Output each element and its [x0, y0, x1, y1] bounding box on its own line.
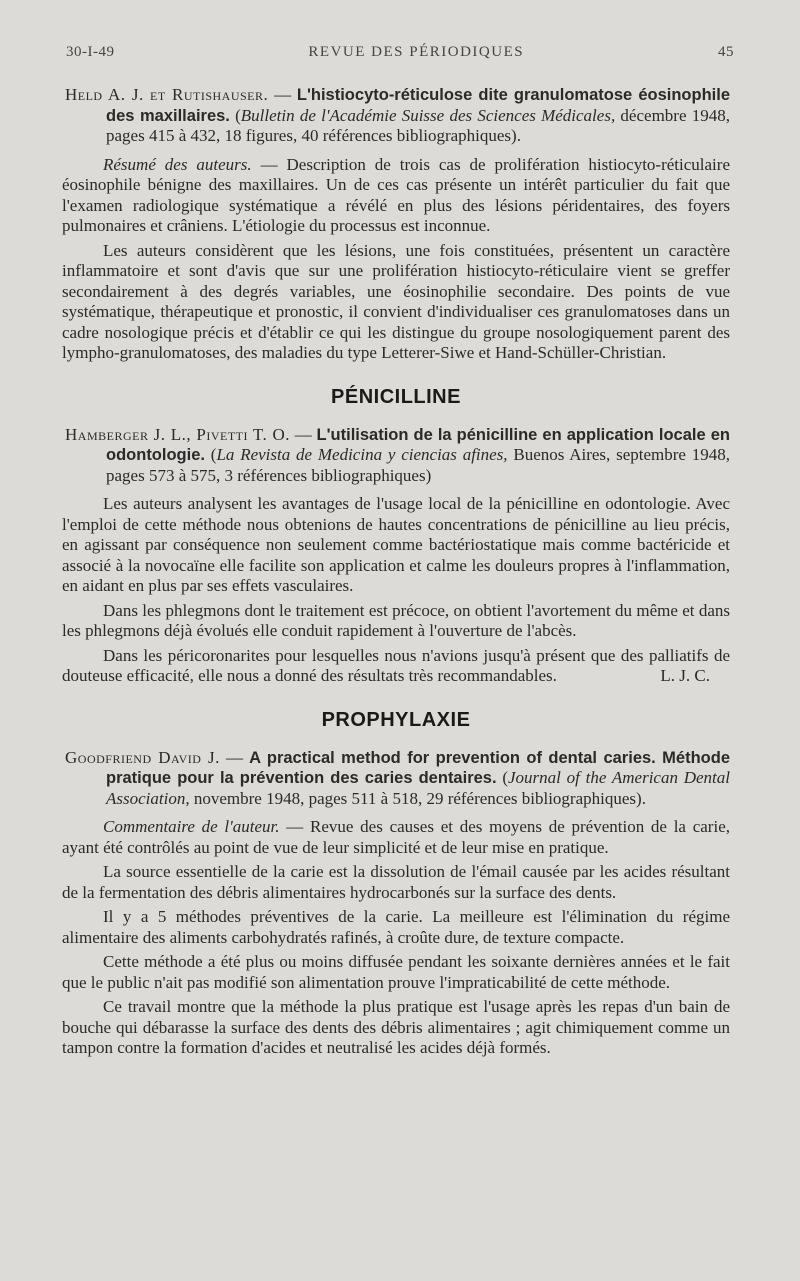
- summary-label: Résumé des auteurs.: [103, 154, 252, 174]
- source-open: (: [204, 445, 217, 464]
- article-reference: [62, 85, 730, 147]
- body-paragraph: Les auteurs considèrent que les lésions, une fois constituées, présentent un caractère inflammatoire et sont d'avis que sur une prolifération histiocyto-réticulaire vient se greffer secondairement à des degrés variables, une éosinophilie secondaire. Des points de vue systématique, thérapeutique et pronostic, il convient d'individualiser ces granulomatoses dans un cadre nosologique précis et d'établir ce qui les distingue du groupe nosologiquement parent des lympho-granulomatoses, des maladies du type Letterer-Siwe et Hand-Schüller-Christian.: [62, 240, 730, 362]
- section-heading-prophylaxie: PROPHYLAXIE: [321, 708, 471, 731]
- body-paragraph: Il y a 5 méthodes préventives de la carie. La meilleure est l'élimination du régime alimentaire des aliments carbohydratés rafinés, à croûte dure, de texture compacte.: [62, 907, 730, 947]
- dash: —: [268, 85, 297, 104]
- article-authors: Hamberger J. L., Pivetti T. O.: [65, 424, 291, 444]
- running-header: [66, 44, 734, 61]
- summary-label: Commentaire de l'auteur.: [103, 817, 280, 836]
- summary-text: — Revue des causes et des moyens de prévention de la carie, ayant été contrôlés au point de vue de leur simplicité et de leur mise en pratique.: [62, 817, 730, 857]
- source-details: décembre 1948, pages 415 à 432, 18 figures, 40 références bibliographiques).: [106, 105, 730, 145]
- issue-date: 30-I-49: [66, 44, 115, 60]
- source-details: Buenos Aires, septembre 1948, pages 573 à 575, 3 références bibliographiques): [106, 445, 730, 485]
- article-title: L'utilisation de la pénicilline en application locale en odontologie.: [106, 425, 730, 464]
- source-journal: Journal of the American Dental Association,: [106, 768, 730, 808]
- dash: —: [290, 424, 317, 444]
- source-open: (: [496, 768, 508, 787]
- body-paragraph: Dans les phlegmons dont le traitement est précoce, on obtient l'avortement du même et dans les phlegmons déjà évolués elle conduit rapidement à l'ouverture de l'abcès.: [62, 600, 730, 640]
- article-authors: Held A. J. et Rutishauser.: [65, 85, 269, 104]
- article-authors: Goodfriend David J.: [65, 747, 220, 767]
- body-paragraph: Ce travail montre que la méthode la plus pratique est l'usage après les repas d'un bain de bouche qui débarasse la surface des dents des débris alimentaires ; agit chimiquement comme un tampon contre la formation d'acides et neutralisé les acides déjà formés.: [62, 997, 730, 1057]
- article-held: [62, 85, 730, 364]
- body-paragraph-signed: [62, 646, 730, 687]
- journal-title: REVUE DES PÉRIODIQUES: [308, 44, 525, 60]
- source-open: (: [229, 105, 241, 125]
- article-title: A practical method for prevention of dental caries. Méthode pratique pour la prévention des caries dentaires.: [106, 748, 731, 787]
- article-reference: [62, 425, 730, 487]
- source-details: novembre 1948, pages 511 à 518, 29 références bibliographiques).: [189, 788, 646, 808]
- article-goodfriend: [62, 748, 730, 1059]
- signature: L. J. C.: [660, 666, 710, 685]
- summary-text: — Description de trois cas de prolifération histiocyto-réticulaire éosinophile bénigne des maxillaires. Un de ces cas présente un intérêt particulier du fait que l'examen radiologique systématique a révélé en plus des lésions péridentaires, des foyers pulmonaires et crâniens. L'étiologie du processus est inconnue.: [62, 154, 730, 235]
- article-title: L'histiocyto-réticulose dite granulomatose éosinophile des maxillaires.: [106, 86, 730, 125]
- body-paragraph: La source essentielle de la carie est la dissolution de l'émail causée par les acides résultant de la fermentation des débris alimentaires hydrocarbonés sur la surface des dents.: [62, 862, 730, 902]
- page-number: 45: [717, 44, 734, 60]
- dash: —: [219, 747, 250, 767]
- paragraph-text: Dans les péricoronarites pour lesquelles nous n'avions jusqu'à présent que des palliatifs de douteuse efficacité, elle nous a donné des résultats très recommandables.: [62, 645, 730, 685]
- source-journal: Bulletin de l'Académie Suisse des Sciences Médicales,: [240, 105, 616, 125]
- article-hamberger: [62, 425, 730, 687]
- section-heading-penicilline: PÉNICILLINE: [331, 385, 461, 408]
- body-paragraph: Les auteurs analysent les avantages de l'usage local de la pénicilline en odontologie. Avec l'emploi de cette méthode nous obtenions de hautes concentrations de pénicilline au lieu précis, en agissant par conséquence non seulement comme bactériostatique mais comme bactéricide et associé à la novocaïne elle facilite son application et calme les douleurs propres à l'inflammation, en aidant en plus par ses effets vasculaires.: [62, 494, 730, 595]
- summary-paragraph: [62, 817, 730, 858]
- article-reference: [62, 748, 730, 810]
- summary-paragraph: [62, 155, 730, 237]
- source-journal: La Revista de Medicina y ciencias afines,: [216, 445, 508, 464]
- body-paragraph: Cette méthode a été plus ou moins diffusée pendant les soixante dernières années et le fait que le public n'ait pas modifié son alimentation prouve l'impraticabilité de cette méthode.: [62, 952, 730, 992]
